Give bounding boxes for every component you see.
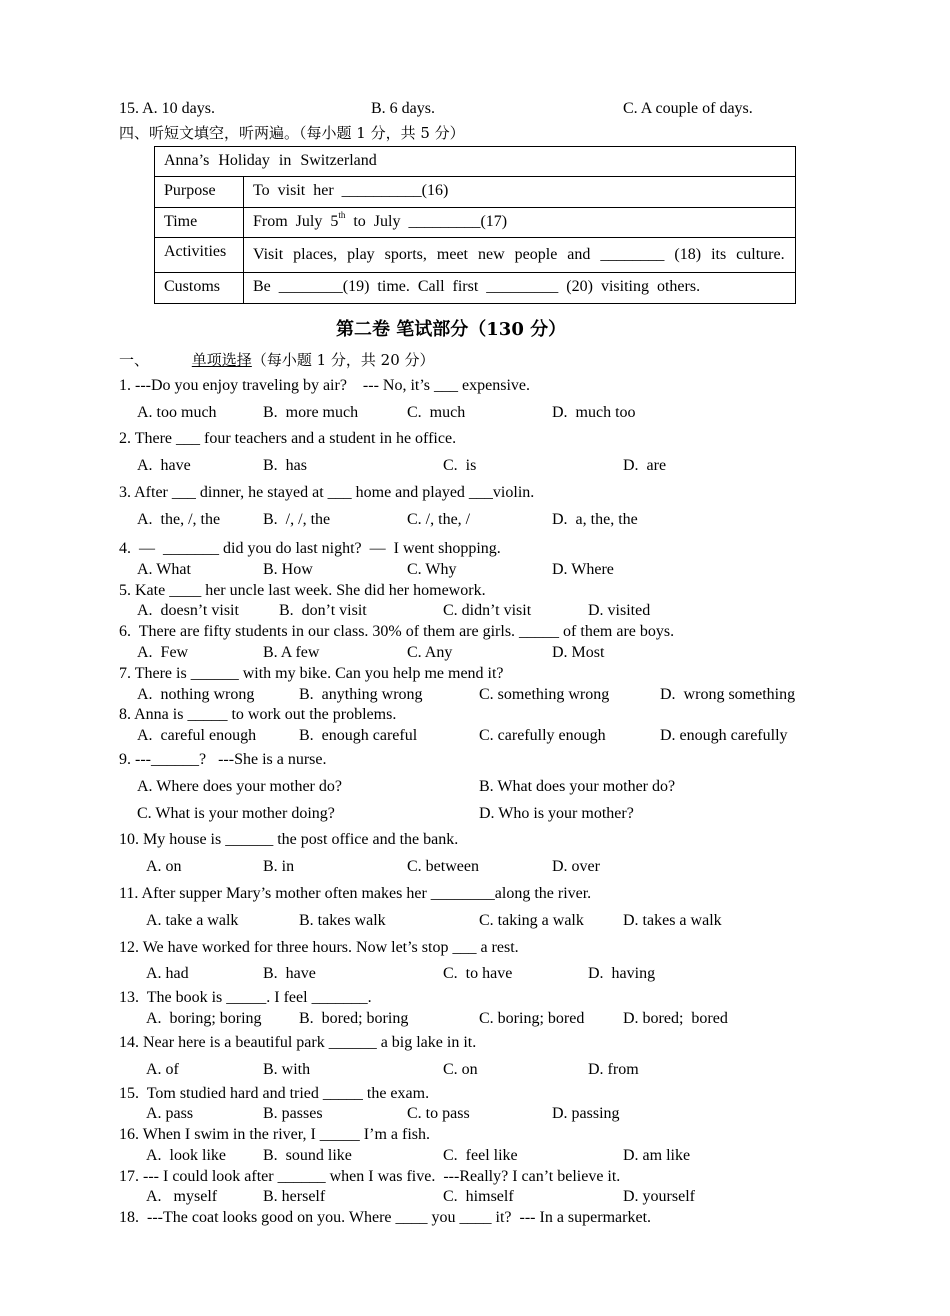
option-b: B. herself (263, 1188, 326, 1205)
option-c: C. /, the, / (407, 511, 471, 528)
option-a: A. of (146, 1061, 179, 1078)
question-stem: 17. --- I could look after ______ when I was five. ---Really? I can’t believe it. (119, 1168, 621, 1185)
option-c: C. is (443, 457, 477, 474)
row-label: Customs (155, 273, 244, 303)
option-a: A. take a walk (146, 912, 239, 929)
option-c: C. between (407, 858, 479, 875)
q15-number-a (119, 101, 215, 117)
option-b: B. in (263, 858, 295, 875)
option-b: B. How (263, 561, 313, 578)
option-c: C. feel like (443, 1147, 518, 1164)
option-a: A. Few (137, 644, 189, 661)
option-a: A. nothing wrong (137, 686, 255, 703)
part1-number: 一、 (119, 351, 150, 369)
row-content: To visit her __________(16) (244, 177, 796, 207)
q15-option-a: A. 10 days. (142, 100, 216, 117)
option-c: C. taking a walk (479, 912, 584, 929)
table-row (155, 238, 796, 273)
option-b: B. don’t visit (279, 602, 367, 619)
time-sup: th (338, 209, 346, 220)
option-d: D. much too (552, 404, 636, 421)
part2-title: 第二卷 笔试部分（130 分） (336, 319, 567, 340)
q15-number: 15. (119, 100, 139, 117)
question-stem: 1. ---Do you enjoy traveling by air? --- No, it’s ___ expensive. (119, 377, 531, 394)
option-c: C. Any (407, 644, 453, 661)
option-b: B. have (263, 965, 316, 982)
question-stem: 8. Anna is _____ to work out the problems. (119, 706, 397, 723)
option-d: D. passing (552, 1105, 620, 1122)
option-b: B. takes walk (299, 912, 386, 929)
option-b: B. /, /, the (263, 511, 331, 528)
option-d: D. Most (552, 644, 605, 661)
option-b: B. enough careful (299, 727, 418, 744)
question-stem: 9. ---______? ---She is a nurse. (119, 751, 327, 768)
option-c: C. What is your mother doing? (137, 805, 335, 822)
option-d: D. yourself (623, 1188, 695, 1205)
option-b: B. more much (263, 404, 359, 421)
table-heading: Anna’s Holiday in Switzerland (155, 147, 796, 177)
option-a: A. too much (137, 404, 217, 421)
option-d: D. over (552, 858, 600, 875)
row-content: Be ________(19) time. Call first _________ (20) visiting others. (244, 273, 796, 303)
row-content (244, 207, 796, 237)
q15-option-b: B. 6 days. (371, 100, 435, 117)
table-row (155, 207, 796, 237)
option-d: D. a, the, the (552, 511, 638, 528)
question-stem: 15. Tom studied hard and tried _____ the exam. (119, 1085, 430, 1102)
option-a: A. have (137, 457, 191, 474)
question-stem: 12. We have worked for three hours. Now let’s stop ___ a rest. (119, 939, 519, 956)
option-d: D. having (588, 965, 656, 982)
row-label: Time (155, 207, 244, 237)
table-row (155, 273, 796, 303)
option-d: D. are (623, 457, 667, 474)
time-pre: From July 5 (253, 212, 339, 230)
option-c: C. Why (407, 561, 457, 578)
row-content: Visit places, play sports, meet new people and ________ (18) its culture. (244, 238, 796, 273)
section4-heading: 四、听短文填空，听两遍。（每小题 1 分，共 5 分） (119, 124, 465, 142)
option-a: A. had (146, 965, 189, 982)
row-label: Purpose (155, 177, 244, 207)
question-stem: 5. Kate ____ her uncle last week. She did her homework. (119, 582, 486, 599)
option-b: B. bored; boring (299, 1010, 409, 1027)
table-row (155, 177, 796, 207)
option-c: C. something wrong (479, 686, 610, 703)
option-d: D. bored; bored (623, 1010, 728, 1027)
question-stem: 10. My house is ______ the post office and the bank. (119, 831, 459, 848)
option-d: D. enough carefully (660, 727, 788, 744)
option-b: B. What does your mother do? (479, 778, 676, 795)
option-d: D. from (588, 1061, 639, 1078)
option-b: B. with (263, 1061, 311, 1078)
option-a: A. doesn’t visit (137, 602, 239, 619)
option-c: C. boring; bored (479, 1010, 585, 1027)
option-a: A. boring; boring (146, 1010, 262, 1027)
option-c: C. much (407, 404, 466, 421)
q15-option-c: C. A couple of days. (623, 100, 753, 117)
option-c: C. carefully enough (479, 727, 606, 744)
question-stem: 7. There is ______ with my bike. Can you help me mend it? (119, 665, 504, 682)
option-a: A. myself (146, 1188, 218, 1205)
part1-name: 单项选择 (191, 351, 252, 369)
option-d: D. takes a walk (623, 912, 722, 929)
option-a: A. careful enough (137, 727, 257, 744)
question-stem: 11. After supper Mary’s mother often makes her ________along the river. (119, 885, 592, 902)
option-b: B. has (263, 457, 307, 474)
question-stem: 4. — _______ did you do last night? — I went shopping. (119, 540, 501, 557)
option-d: D. visited (588, 602, 651, 619)
row-label: Activities (155, 238, 244, 273)
part1-note: （每小题 1 分，共 20 分） (251, 351, 435, 369)
option-c: C. on (443, 1061, 478, 1078)
option-a: A. look like (146, 1147, 226, 1164)
option-b: B. passes (263, 1105, 323, 1122)
question-stem: 3. After ___ dinner, he stayed at ___ home and played ___violin. (119, 484, 535, 501)
question-stem: 6. There are fifty students in our class. 30% of them are girls. _____ of them are boys. (119, 623, 675, 640)
option-b: B. sound like (263, 1147, 352, 1164)
question-stem: 2. There ___ four teachers and a student in he office. (119, 430, 457, 447)
option-a: A. Where does your mother do? (137, 778, 342, 795)
option-a: A. pass (146, 1105, 194, 1122)
option-d: D. wrong something (660, 686, 796, 703)
option-c: C. to pass (407, 1105, 470, 1122)
time-post: to July _________(17) (345, 212, 508, 230)
question-stem: 14. Near here is a beautiful park ______ a big lake in it. (119, 1034, 477, 1051)
option-c: C. to have (443, 965, 513, 982)
option-d: D. am like (623, 1147, 691, 1164)
option-b: B. anything wrong (299, 686, 423, 703)
table-heading-row (155, 147, 796, 177)
option-b: B. A few (263, 644, 320, 661)
holiday-table (154, 146, 796, 304)
option-d: D. Who is your mother? (479, 805, 634, 822)
question-stem: 16. When I swim in the river, I _____ I’m a fish. (119, 1126, 430, 1143)
option-a: A. on (146, 858, 182, 875)
option-a: A. the, /, the (137, 511, 221, 528)
option-a: A. What (137, 561, 191, 578)
option-c: C. himself (443, 1188, 514, 1205)
option-d: D. Where (552, 561, 614, 578)
part1-heading (119, 353, 435, 368)
question-stem: 13. The book is _____. I feel _______. (119, 989, 372, 1006)
question-stem: 18. ---The coat looks good on you. Where ____ you ____ it? --- In a supermarket. (119, 1209, 652, 1226)
option-c: C. didn’t visit (443, 602, 532, 619)
